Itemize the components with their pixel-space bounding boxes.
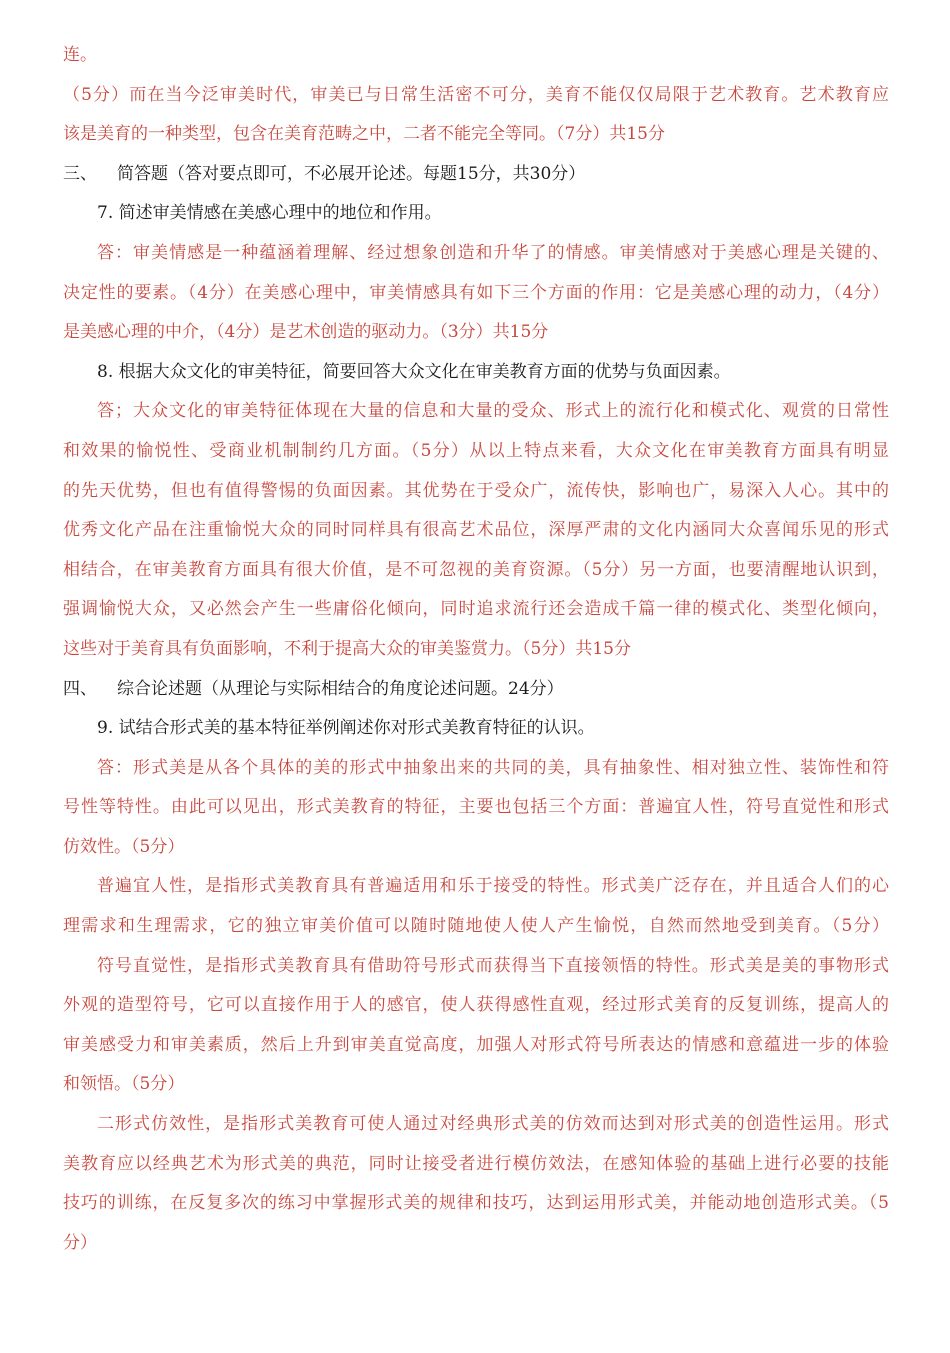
answer-7-line: 答：审美情感是一种蕴涵着理解、经过想象创造和升华了的情感。审美情感对于美感心理是关键的、 [97,242,889,263]
answer-9-line: 普遍宜人性，是指形式美教育具有普遍适用和乐于接受的特性。形式美广泛存在，并且适合人们的心 [97,876,889,897]
answer-9-line: 审美感受力和审美素质，然后上升到审美直觉高度，加强人对形式符号所表达的情感和意蕴进一步的体验 [63,1034,889,1055]
answer-7-line: 决定性的要素。（4分）在美感心理中，审美情感具有如下三个方面的作用：它是美感心理的动力，（4分） [63,282,889,303]
question-7: 7. 简述审美情感在美感心理中的地位和作用。 [97,203,442,224]
section-number: 四、 [63,678,97,699]
section-number: 三、 [63,163,97,184]
question-8: 8. 根据大众文化的审美特征，简要回答大众文化在审美教育方面的优势与负面因素。 [97,361,731,382]
answer-9-line: 仿效性。（5分） [63,836,185,857]
answer-9-line: 符号直觉性，是指形式美教育具有借助符号形式而获得当下直接领悟的特性。形式美是美的事物形式 [97,955,889,976]
text-line: （5分）而在当今泛审美时代，审美已与日常生活密不可分，美育不能仅仅局限于艺术教育。艺术教育应 [63,84,889,105]
answer-9-line: 外观的造型符号，它可以直接作用于人的感官，使人获得感性直观，经过形式美育的反复训练，提高人的 [63,995,889,1016]
section-title: 简答题（答对要点即可，不必展开论述。每题15分，共30分） [117,163,586,184]
answer-8-line: 这些对于美育具有负面影响，不利于提高大众的审美鉴赏力。（5分）共15分 [63,638,631,659]
answer-9-line: 技巧的训练，在反复多次的练习中掌握形式美的规律和技巧，达到运用形式美，并能动地创造形式美。（5 [63,1193,889,1214]
section-heading-4 [63,670,889,710]
section-heading-3 [63,155,889,195]
answer-9-line: 理需求和生理需求，它的独立审美价值可以随时随地使人使人产生愉悦，自然而然地受到美育。（5分） [63,916,889,937]
text-line: 连。 [63,45,97,65]
answer-9-line: 号性等特性。由此可以见出，形式美教育的特征，主要也包括三个方面：普遍宜人性，符号直觉性和形式 [63,797,889,818]
answer-9-line: 答：形式美是从各个具体的美的形式中抽象出来的共同的美，具有抽象性、相对独立性、装饰性和符 [97,757,889,778]
question-9: 9. 试结合形式美的基本特征举例阐述你对形式美教育特征的认识。 [97,718,595,739]
answer-9-line: 和领悟。（5分） [63,1074,185,1095]
answer-8-line: 强调愉悦大众，又必然会产生一些庸俗化倾向，同时追求流行还会造成千篇一律的模式化、类型化倾向， [63,599,889,620]
answer-7-line: 是美感心理的中介，（4分）是艺术创造的驱动力。（3分）共15分 [63,322,549,343]
answer-8-line: 答；大众文化的审美特征体现在大量的信息和大量的受众、形式上的流行化和模式化、观赏的日常性 [97,401,889,422]
text-line: 该是美育的一种类型，包含在美育范畴之中，二者不能完全等同。（7分）共15分 [63,124,665,145]
answer-8-line: 相结合，在审美教育方面具有很大价值，是不可忽视的美育资源。（5分）另一方面，也要清醒地认识到， [63,559,889,580]
answer-9-line: 二形式仿效性，是指形式美教育可使人通过对经典形式美的仿效而达到对形式美的创造性运用。形式 [97,1114,889,1135]
answer-8-line: 的先天优势，但也有值得警惕的负面因素。其优势在于受众广，流传快，影响也广，易深入人心。其中的 [63,480,889,501]
answer-9-line: 美教育应以经典艺术为形式美的典范，同时让接受者进行模仿效法，在感知体验的基础上进行必要的技能 [63,1153,889,1174]
answer-8-line: 和效果的愉悦性、受商业机制制约几方面。（5分）从以上特点来看，大众文化在审美教育方面具有明显 [63,440,889,461]
answer-9-line: 分） [63,1232,97,1253]
answer-8-line: 优秀文化产品在注重愉悦大众的同时同样具有很高艺术品位，深厚严肃的文化内涵同大众喜闻乐见的形式 [63,520,889,541]
section-title: 综合论述题（从理论与实际相结合的角度论述问题。24分） [117,678,564,699]
document-page [63,36,889,1263]
